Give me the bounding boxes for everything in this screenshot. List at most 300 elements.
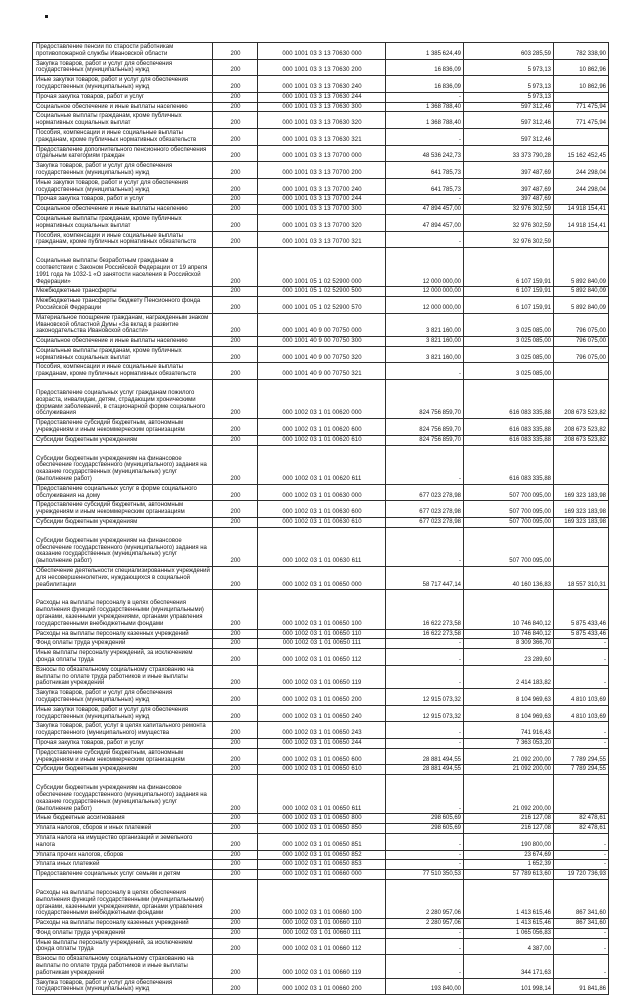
cell-expense-type-code: 200 — [213, 112, 258, 129]
cell-executed-amount: 6 107 159,91 — [464, 287, 554, 297]
cell-expense-name: Иные закупки товаров, работ и услуг для обеспечения государственных (муниципальных) нужд — [33, 178, 213, 195]
cell-classification-code: 000 1001 03 3 13 70630 244 — [258, 92, 386, 102]
cell-approved-amount: 12 000 000,00 — [386, 248, 464, 287]
table-row — [33, 649, 609, 666]
cell-executed-amount: 3 025 085,00 — [464, 346, 554, 363]
cell-approved-amount: 677 023 278,98 — [386, 501, 464, 518]
table-row — [33, 928, 609, 938]
table-row — [33, 955, 609, 978]
cell-approved-amount: - — [386, 850, 464, 860]
table-row — [33, 363, 609, 380]
cell-approved-amount: 28 881 494,55 — [386, 748, 464, 765]
table-row — [33, 346, 609, 363]
document-sheet — [32, 42, 608, 995]
cell-expense-type-code: 200 — [213, 419, 258, 436]
cell-classification-code: 000 1001 03 3 13 70630 321 — [258, 128, 386, 145]
cell-executed-amount: 1 652,39 — [464, 860, 554, 870]
cell-expense-type-code: 200 — [213, 162, 258, 179]
cell-expense-name: Социальные выплаты безработным гражданам в соответствии с Законом Российской Федерации от 19 апреля 1991 года № 1032-1 «О занятости населения в Российской Федерации» — [33, 248, 213, 287]
cell-executed-amount: 21 092 200,00 — [464, 765, 554, 775]
cell-expense-type-code: 200 — [213, 313, 258, 336]
cell-expense-type-code: 200 — [213, 337, 258, 347]
cell-classification-code: 000 1001 03 3 13 70700 300 — [258, 205, 386, 215]
cell-expense-type-code: 200 — [213, 870, 258, 880]
cell-expense-name: Материальное поощрение гражданам, награжденным знаком Ивановской областной Думы «За вклад в развитие законодательства Ивановской области» — [33, 313, 213, 336]
table-row — [33, 870, 609, 880]
table-row — [33, 919, 609, 929]
cell-classification-code: 000 1002 03 1 01 00620 611 — [258, 445, 386, 484]
cell-unexecuted-amount: - — [554, 850, 609, 860]
cell-unexecuted-amount: 18 557 310,31 — [554, 567, 609, 590]
cell-expense-type-code: 200 — [213, 501, 258, 518]
cell-expense-type-code: 200 — [213, 928, 258, 938]
cell-executed-amount: 5 973,13 — [464, 92, 554, 102]
cell-unexecuted-amount: 796 075,00 — [554, 313, 609, 336]
table-row — [33, 567, 609, 590]
cell-executed-amount: 616 083 335,88 — [464, 435, 554, 445]
cell-unexecuted-amount — [554, 775, 609, 814]
cell-approved-amount: 1 385 624,49 — [386, 43, 464, 60]
cell-classification-code: 000 1001 03 3 13 70630 000 — [258, 43, 386, 60]
cell-approved-amount: - — [386, 955, 464, 978]
cell-expense-name: Иные выплаты персоналу учреждений, за исключением фонда оплаты труда — [33, 649, 213, 666]
cell-expense-type-code: 200 — [213, 297, 258, 314]
table-row — [33, 833, 609, 850]
cell-expense-type-code: 200 — [213, 639, 258, 649]
cell-classification-code: 000 1002 03 1 01 00650 111 — [258, 639, 386, 649]
cell-executed-amount: 40 160 136,83 — [464, 567, 554, 590]
table-row — [33, 860, 609, 870]
cell-expense-type-code: 200 — [213, 195, 258, 205]
cell-expense-type-code: 200 — [213, 484, 258, 501]
table-row — [33, 59, 609, 76]
cell-unexecuted-amount: 867 341,60 — [554, 879, 609, 918]
cell-unexecuted-amount — [554, 92, 609, 102]
cell-unexecuted-amount: 244 298,04 — [554, 162, 609, 179]
cell-expense-type-code: 200 — [213, 527, 258, 566]
cell-executed-amount: 4 387,00 — [464, 938, 554, 955]
cell-expense-type-code: 200 — [213, 363, 258, 380]
cell-executed-amount: 597 312,46 — [464, 128, 554, 145]
table-row — [33, 518, 609, 528]
cell-expense-name: Уплата прочих налогов, сборов — [33, 850, 213, 860]
cell-approved-amount: - — [386, 928, 464, 938]
cell-expense-name: Взносы по обязательному социальному страхованию на выплаты по оплате труда работников и иные выплаты работникам учреждений — [33, 665, 213, 688]
cell-classification-code: 000 1001 05 1 02 52900 570 — [258, 297, 386, 314]
table-row — [33, 705, 609, 722]
cell-classification-code: 000 1002 03 1 01 00630 610 — [258, 518, 386, 528]
cell-unexecuted-amount: - — [554, 649, 609, 666]
cell-classification-code: 000 1002 03 1 01 00650 611 — [258, 775, 386, 814]
table-row — [33, 501, 609, 518]
cell-executed-amount: 2 414 183,82 — [464, 665, 554, 688]
cell-expense-type-code: 200 — [213, 833, 258, 850]
cell-classification-code: 000 1001 03 3 13 70630 300 — [258, 102, 386, 112]
cell-expense-type-code: 200 — [213, 955, 258, 978]
cell-unexecuted-amount: 82 478,61 — [554, 824, 609, 834]
cell-executed-amount: 344 171,63 — [464, 955, 554, 978]
cell-approved-amount: 16 622 273,58 — [386, 629, 464, 639]
cell-classification-code: 000 1001 03 3 13 70700 200 — [258, 162, 386, 179]
cell-unexecuted-amount: 91 841,86 — [554, 978, 609, 995]
cell-unexecuted-amount: - — [554, 955, 609, 978]
cell-expense-name: Пособия, компенсации и иные социальные выплаты гражданам, кроме публичных нормативных обязательств — [33, 231, 213, 248]
cell-classification-code: 000 1002 03 1 01 00650 851 — [258, 833, 386, 850]
table-row — [33, 978, 609, 995]
table-row — [33, 297, 609, 314]
cell-expense-name: Взносы по обязательному социальному страхованию на выплаты по оплате труда работников и иные выплаты работникам учреждений — [33, 955, 213, 978]
cell-expense-name: Закупка товаров, работ и услуг для обеспечения государственных (муниципальных) нужд — [33, 689, 213, 706]
cell-classification-code: 000 1002 03 1 01 00660 111 — [258, 928, 386, 938]
cell-classification-code: 000 1002 03 1 01 00650 110 — [258, 629, 386, 639]
table-row — [33, 178, 609, 195]
cell-expense-name: Закупка товаров, работ, услуг в целях капитального ремонта государственного (муниципального) имущества — [33, 722, 213, 739]
cell-executed-amount: 23 289,60 — [464, 649, 554, 666]
table-row — [33, 814, 609, 824]
cell-executed-amount: 397 487,69 — [464, 178, 554, 195]
cell-approved-amount: - — [386, 833, 464, 850]
cell-approved-amount: 2 280 957,06 — [386, 919, 464, 929]
cell-expense-type-code: 200 — [213, 567, 258, 590]
cell-approved-amount: 3 821 160,00 — [386, 313, 464, 336]
table-row — [33, 102, 609, 112]
cell-executed-amount: 507 700 095,00 — [464, 484, 554, 501]
cell-unexecuted-amount — [554, 527, 609, 566]
cell-unexecuted-amount: - — [554, 665, 609, 688]
cell-expense-type-code: 200 — [213, 380, 258, 419]
cell-expense-name: Расходы на выплаты персоналу в целях обеспечения выполнения функций государственными (муниципальными) органами, казенными учреждениями, органами управления государственными внебюджетными фондами — [33, 590, 213, 629]
cell-classification-code: 000 1002 03 1 01 00650 600 — [258, 748, 386, 765]
cell-approved-amount: - — [386, 527, 464, 566]
table-row — [33, 337, 609, 347]
cell-executed-amount: 616 083 335,88 — [464, 445, 554, 484]
cell-executed-amount: 3 025 085,00 — [464, 337, 554, 347]
cell-unexecuted-amount: 5 892 840,09 — [554, 287, 609, 297]
cell-expense-type-code: 200 — [213, 722, 258, 739]
cell-executed-amount: 1 413 615,46 — [464, 879, 554, 918]
cell-classification-code: 000 1002 03 1 01 00630 000 — [258, 484, 386, 501]
cell-expense-name: Социальное обеспечение и иные выплаты населению — [33, 337, 213, 347]
cell-approved-amount: 1 368 788,40 — [386, 102, 464, 112]
table-row — [33, 824, 609, 834]
cell-classification-code: 000 1001 03 3 13 70700 000 — [258, 145, 386, 162]
table-row — [33, 92, 609, 102]
cell-expense-name: Расходы на выплаты персоналу казенных учреждений — [33, 629, 213, 639]
cell-expense-name: Обеспечение деятельности специализированных учреждений для несовершеннолетних, нуждающихся в социальной реабилитации — [33, 567, 213, 590]
cell-approved-amount: 3 821 160,00 — [386, 337, 464, 347]
cell-unexecuted-amount: 867 341,60 — [554, 919, 609, 929]
cell-expense-type-code: 200 — [213, 649, 258, 666]
cell-unexecuted-amount: - — [554, 860, 609, 870]
table-row — [33, 639, 609, 649]
cell-approved-amount: 12 000 000,00 — [386, 297, 464, 314]
cell-classification-code: 000 1002 03 1 01 00650 244 — [258, 738, 386, 748]
cell-classification-code: 000 1002 03 1 01 00650 112 — [258, 649, 386, 666]
cell-executed-amount: 5 973,13 — [464, 76, 554, 93]
cell-executed-amount: 603 285,59 — [464, 43, 554, 60]
cell-unexecuted-amount: 208 673 523,82 — [554, 435, 609, 445]
table-row — [33, 748, 609, 765]
table-row — [33, 629, 609, 639]
cell-approved-amount: 193 840,00 — [386, 978, 464, 995]
cell-expense-name: Социальные выплаты гражданам, кроме публичных нормативных социальных выплат — [33, 112, 213, 129]
cell-expense-name: Межбюджетные трансферты бюджету Пенсионного фонда Российской Федерации — [33, 297, 213, 314]
cell-expense-type-code: 200 — [213, 814, 258, 824]
cell-expense-name: Субсидии бюджетным учреждениям — [33, 765, 213, 775]
cell-expense-type-code: 200 — [213, 748, 258, 765]
cell-expense-name: Закупка товаров, работ и услуг для обеспечения государственных (муниципальных) нужд — [33, 59, 213, 76]
cell-expense-type-code: 200 — [213, 178, 258, 195]
cell-executed-amount: 33 373 790,28 — [464, 145, 554, 162]
cell-executed-amount: 616 083 335,88 — [464, 419, 554, 436]
cell-approved-amount: 298 605,69 — [386, 824, 464, 834]
cell-expense-name: Прочая закупка товаров, работ и услуг — [33, 195, 213, 205]
cell-classification-code: 000 1002 03 1 01 00650 610 — [258, 765, 386, 775]
cell-classification-code: 000 1001 40 9 00 70750 300 — [258, 337, 386, 347]
cell-expense-type-code: 200 — [213, 287, 258, 297]
cell-classification-code: 000 1002 03 1 01 00620 000 — [258, 380, 386, 419]
cell-unexecuted-amount: 169 323 183,98 — [554, 501, 609, 518]
cell-classification-code: 000 1002 03 1 01 00660 200 — [258, 978, 386, 995]
cell-classification-code: 000 1002 03 1 01 00660 100 — [258, 879, 386, 918]
cell-classification-code: 000 1002 03 1 01 00660 112 — [258, 938, 386, 955]
cell-executed-amount: 32 976 302,59 — [464, 231, 554, 248]
cell-executed-amount: 1 065 056,83 — [464, 928, 554, 938]
cell-approved-amount: 824 756 859,70 — [386, 419, 464, 436]
cell-executed-amount: 216 127,08 — [464, 814, 554, 824]
budget-expenditure-table — [32, 42, 609, 995]
cell-executed-amount: 8 104 969,63 — [464, 689, 554, 706]
cell-expense-name: Иные закупки товаров, работ и услуг для обеспечения государственных (муниципальных) нужд — [33, 705, 213, 722]
cell-classification-code: 000 1001 40 9 00 70750 320 — [258, 346, 386, 363]
cell-approved-amount: 3 821 160,00 — [386, 346, 464, 363]
cell-unexecuted-amount: 10 862,96 — [554, 76, 609, 93]
cell-approved-amount: 12 915 073,32 — [386, 689, 464, 706]
cell-executed-amount: 216 127,08 — [464, 824, 554, 834]
cell-expense-name: Предоставление социальных услуг гражданам пожилого возраста, инвалидам, детям, страдающим хроническими формами заболеваний, в стационарной форме социального обслуживания — [33, 380, 213, 419]
cell-approved-amount: - — [386, 639, 464, 649]
cell-executed-amount: 101 998,14 — [464, 978, 554, 995]
table-row — [33, 112, 609, 129]
cell-unexecuted-amount: 7 789 294,55 — [554, 748, 609, 765]
cell-expense-type-code: 200 — [213, 705, 258, 722]
cell-executed-amount: 597 312,46 — [464, 102, 554, 112]
table-row — [33, 850, 609, 860]
cell-approved-amount: 16 622 273,58 — [386, 590, 464, 629]
table-row — [33, 195, 609, 205]
cell-unexecuted-amount — [554, 231, 609, 248]
scan-artifact-dot — [45, 15, 48, 18]
cell-approved-amount: - — [386, 649, 464, 666]
cell-approved-amount: - — [386, 775, 464, 814]
cell-classification-code: 000 1002 03 1 01 00650 850 — [258, 824, 386, 834]
cell-executed-amount: 741 916,43 — [464, 722, 554, 739]
cell-executed-amount: 57 789 613,60 — [464, 870, 554, 880]
cell-expense-type-code: 200 — [213, 43, 258, 60]
cell-classification-code: 000 1002 03 1 01 00660 000 — [258, 870, 386, 880]
cell-expense-type-code: 200 — [213, 102, 258, 112]
cell-expense-type-code: 200 — [213, 938, 258, 955]
table-row — [33, 435, 609, 445]
cell-approved-amount: - — [386, 860, 464, 870]
cell-executed-amount: 3 025 085,00 — [464, 313, 554, 336]
cell-executed-amount: 7 363 053,20 — [464, 738, 554, 748]
cell-classification-code: 000 1002 03 1 01 00660 110 — [258, 919, 386, 929]
cell-expense-type-code: 200 — [213, 765, 258, 775]
cell-approved-amount: 12 915 073,32 — [386, 705, 464, 722]
cell-classification-code: 000 1002 03 1 01 00630 611 — [258, 527, 386, 566]
cell-expense-type-code: 200 — [213, 231, 258, 248]
cell-unexecuted-amount — [554, 363, 609, 380]
cell-classification-code: 000 1002 03 1 01 00650 852 — [258, 850, 386, 860]
cell-executed-amount: 397 487,69 — [464, 195, 554, 205]
cell-classification-code: 000 1002 03 1 01 00620 600 — [258, 419, 386, 436]
cell-unexecuted-amount: 5 875 433,46 — [554, 629, 609, 639]
cell-executed-amount: 23 674,69 — [464, 850, 554, 860]
cell-unexecuted-amount: - — [554, 928, 609, 938]
cell-expense-type-code: 200 — [213, 590, 258, 629]
cell-expense-name: Прочая закупка товаров, работ и услуг — [33, 738, 213, 748]
cell-approved-amount: 298 605,69 — [386, 814, 464, 824]
cell-expense-name: Прочая закупка товаров, работ и услуг — [33, 92, 213, 102]
cell-unexecuted-amount: 208 673 523,82 — [554, 380, 609, 419]
cell-approved-amount: - — [386, 128, 464, 145]
cell-classification-code: 000 1002 03 1 01 00620 610 — [258, 435, 386, 445]
cell-expense-type-code: 200 — [213, 879, 258, 918]
cell-classification-code: 000 1001 03 3 13 70630 240 — [258, 76, 386, 93]
cell-executed-amount: 21 092 200,00 — [464, 748, 554, 765]
cell-expense-type-code: 200 — [213, 214, 258, 231]
table-row — [33, 248, 609, 287]
cell-expense-type-code: 200 — [213, 445, 258, 484]
cell-classification-code: 000 1001 03 3 13 70700 321 — [258, 231, 386, 248]
cell-executed-amount: 507 700 095,00 — [464, 527, 554, 566]
cell-unexecuted-amount: - — [554, 938, 609, 955]
cell-unexecuted-amount: 771 475,94 — [554, 102, 609, 112]
cell-executed-amount: 8 104 969,63 — [464, 705, 554, 722]
cell-expense-name: Субсидии бюджетным учреждениям на финансовое обеспечение государственного (муниципального) задания на оказание государственных (муниципальных) услуг (выполнение работ) — [33, 775, 213, 814]
table-row — [33, 313, 609, 336]
cell-expense-name: Предоставление пенсии по старости работникам противопожарной службы Ивановской области — [33, 43, 213, 60]
cell-unexecuted-amount: - — [554, 722, 609, 739]
cell-classification-code: 000 1001 05 1 02 52900 500 — [258, 287, 386, 297]
cell-approved-amount: 641 785,73 — [386, 162, 464, 179]
cell-classification-code: 000 1002 03 1 01 00650 240 — [258, 705, 386, 722]
cell-approved-amount: 47 894 457,00 — [386, 214, 464, 231]
cell-classification-code: 000 1001 03 3 13 70630 320 — [258, 112, 386, 129]
cell-expense-type-code: 200 — [213, 665, 258, 688]
cell-unexecuted-amount: 4 810 103,69 — [554, 705, 609, 722]
cell-approved-amount: - — [386, 195, 464, 205]
cell-classification-code: 000 1002 03 1 01 00630 600 — [258, 501, 386, 518]
cell-expense-name: Иные выплаты персоналу учреждений, за исключением фонда оплаты труда — [33, 938, 213, 955]
cell-unexecuted-amount: - — [554, 639, 609, 649]
cell-executed-amount: 616 083 335,88 — [464, 380, 554, 419]
cell-classification-code: 000 1002 03 1 01 00660 119 — [258, 955, 386, 978]
cell-expense-name: Иные бюджетные ассигнования — [33, 814, 213, 824]
cell-expense-name: Фонд оплаты труда учреждений — [33, 928, 213, 938]
cell-approved-amount: - — [386, 363, 464, 380]
cell-unexecuted-amount: 771 475,94 — [554, 112, 609, 129]
cell-unexecuted-amount: 10 862,96 — [554, 59, 609, 76]
cell-approved-amount: 77 510 350,53 — [386, 870, 464, 880]
cell-classification-code: 000 1002 03 1 01 00650 800 — [258, 814, 386, 824]
cell-classification-code: 000 1001 03 3 13 70700 240 — [258, 178, 386, 195]
cell-executed-amount: 10 746 840,12 — [464, 590, 554, 629]
cell-expense-name: Предоставление субсидий бюджетным, автономным учреждениям и иным некоммерческим организациям — [33, 501, 213, 518]
cell-executed-amount: 6 107 159,91 — [464, 297, 554, 314]
table-row — [33, 445, 609, 484]
cell-executed-amount: 8 309 366,70 — [464, 639, 554, 649]
table-row — [33, 162, 609, 179]
cell-expense-name: Закупка товаров, работ и услуг для обеспечения государственных (муниципальных) нужд — [33, 162, 213, 179]
cell-expense-type-code: 200 — [213, 978, 258, 995]
cell-executed-amount: 21 092 200,00 — [464, 775, 554, 814]
cell-expense-type-code: 200 — [213, 824, 258, 834]
cell-expense-name: Иные закупки товаров, работ и услуг для обеспечения государственных (муниципальных) нужд — [33, 76, 213, 93]
table-row — [33, 76, 609, 93]
cell-unexecuted-amount: 169 323 183,98 — [554, 518, 609, 528]
cell-expense-name: Предоставление социальных услуг семьям и детям — [33, 870, 213, 880]
table-row — [33, 722, 609, 739]
table-row — [33, 380, 609, 419]
table-row — [33, 665, 609, 688]
cell-unexecuted-amount: 5 892 840,09 — [554, 248, 609, 287]
cell-unexecuted-amount: 7 789 294,55 — [554, 765, 609, 775]
table-row — [33, 231, 609, 248]
cell-expense-name: Уплата налога на имущество организаций и земельного налога — [33, 833, 213, 850]
cell-classification-code: 000 1001 03 3 13 70630 200 — [258, 59, 386, 76]
cell-executed-amount: 32 976 302,59 — [464, 214, 554, 231]
table-row — [33, 419, 609, 436]
cell-unexecuted-amount: 5 892 840,09 — [554, 297, 609, 314]
cell-executed-amount: 190 800,00 — [464, 833, 554, 850]
cell-expense-name: Уплата налогов, сборов и иных платежей — [33, 824, 213, 834]
cell-unexecuted-amount: 796 075,00 — [554, 337, 609, 347]
cell-expense-name: Предоставление субсидий бюджетным, автономным учреждениям и иным некоммерческим организациям — [33, 748, 213, 765]
cell-classification-code: 000 1001 03 3 13 70700 320 — [258, 214, 386, 231]
cell-approved-amount: - — [386, 665, 464, 688]
cell-expense-type-code: 200 — [213, 92, 258, 102]
cell-classification-code: 000 1002 03 1 01 00650 243 — [258, 722, 386, 739]
cell-expense-type-code: 200 — [213, 128, 258, 145]
cell-approved-amount: 641 785,73 — [386, 178, 464, 195]
cell-expense-name: Субсидии бюджетным учреждениям на финансовое обеспечение государственного (муниципального) задания на оказание государственных (муниципальных) услуг (выполнение работ) — [33, 445, 213, 484]
cell-classification-code: 000 1002 03 1 01 00650 100 — [258, 590, 386, 629]
cell-expense-name: Фонд оплаты труда учреждений — [33, 639, 213, 649]
cell-expense-name: Социальное обеспечение и иные выплаты населению — [33, 205, 213, 215]
cell-classification-code: 000 1001 40 9 00 70750 000 — [258, 313, 386, 336]
cell-approved-amount: - — [386, 92, 464, 102]
cell-unexecuted-amount: 4 810 103,69 — [554, 689, 609, 706]
table-row — [33, 527, 609, 566]
table-row — [33, 775, 609, 814]
cell-expense-name: Социальные выплаты гражданам, кроме публичных нормативных социальных выплат — [33, 346, 213, 363]
cell-executed-amount: 10 746 840,12 — [464, 629, 554, 639]
table-row — [33, 145, 609, 162]
cell-expense-name: Пособия, компенсации и иные социальные выплаты гражданам, кроме публичных нормативных обязательств — [33, 128, 213, 145]
table-row — [33, 214, 609, 231]
cell-approved-amount: - — [386, 231, 464, 248]
cell-expense-name: Расходы на выплаты персоналу в целях обеспечения выполнения функций государственными (муниципальными) органами, казенными учреждениями, органами управления государственными внебюджетными фондами — [33, 879, 213, 918]
cell-approved-amount: 12 000 000,00 — [386, 287, 464, 297]
cell-approved-amount: 16 836,09 — [386, 76, 464, 93]
cell-unexecuted-amount: - — [554, 833, 609, 850]
cell-expense-type-code: 200 — [213, 738, 258, 748]
cell-expense-name: Предоставление дополнительного пенсионного обеспечения отдельным категориям граждан — [33, 145, 213, 162]
table-row — [33, 689, 609, 706]
cell-expense-type-code: 200 — [213, 860, 258, 870]
